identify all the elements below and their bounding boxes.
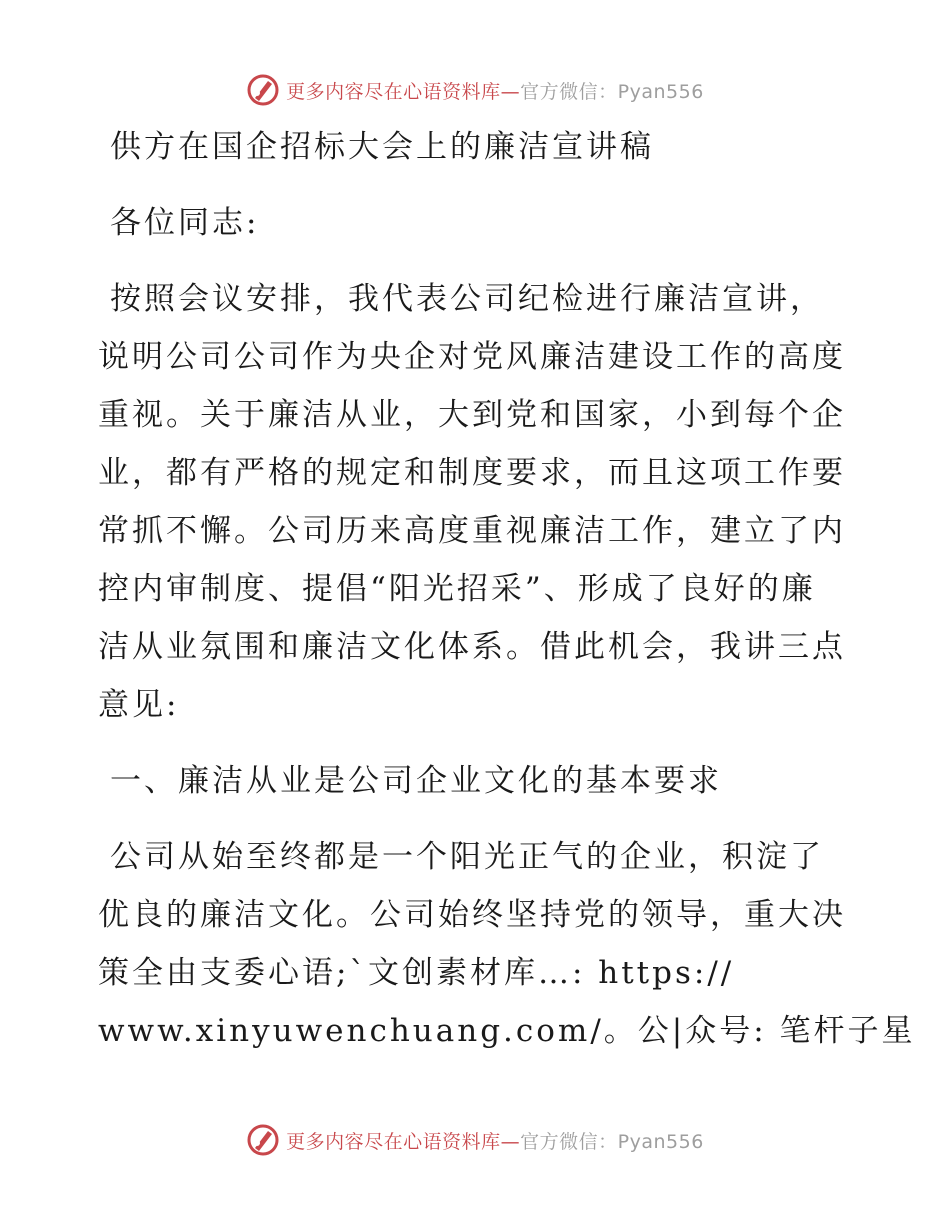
watermark-text: 更多内容尽在心语资料库—官方微信：Pyan556: [286, 1130, 704, 1153]
section-heading-1: 一、廉洁从业是公司企业文化的基本要求: [110, 763, 722, 799]
paragraph-1: [98, 270, 858, 734]
watermark-banner-bottom: [0, 1120, 950, 1160]
paragraph-line: 重视。关于廉洁从业，大到党和国家，小到每个企: [98, 397, 846, 433]
paragraph-line: 按照会议安排，我代表公司纪检进行廉洁宣讲，: [110, 281, 824, 317]
watermark-text: 更多内容尽在心语资料库—官方微信：Pyan556: [286, 80, 704, 103]
pen-logo-icon: [246, 73, 280, 107]
paragraph-line: www.xinyuwenchuang.com/。公|众号: 笔杆子星: [98, 1013, 916, 1049]
paragraph-line: 意见:: [98, 687, 180, 723]
paragraph-line: 策全由支委心语;`文创素材库…: https://: [98, 955, 735, 991]
paragraph-line: 说明公司公司作为央企对党风廉洁建设工作的高度: [98, 339, 846, 375]
watermark-banner-top: [0, 70, 950, 110]
paragraph-line: 公司从始至终都是一个阳光正气的企业，积淀了: [110, 839, 824, 875]
paragraph-line: 控内审制度、提倡“阳光招采”、形成了良好的廉: [98, 571, 816, 607]
paragraph-line: 业，都有严格的规定和制度要求，而且这项工作要: [98, 455, 846, 491]
paragraph-line: 常抓不懈。公司历来高度重视廉洁工作，建立了内: [98, 513, 846, 549]
paragraph-line: 洁从业氛围和廉洁文化体系。借此机会，我讲三点: [98, 629, 846, 665]
document-title: 供方在国企招标大会上的廉洁宣讲稿: [110, 129, 654, 165]
salutation: 各位同志:: [110, 205, 260, 241]
paragraph-line: 优良的廉洁文化。公司始终坚持党的领导，重大决: [98, 897, 846, 933]
paragraph-2: [98, 828, 916, 1060]
document-body: [98, 118, 916, 1060]
pen-logo-icon: [246, 1123, 280, 1157]
